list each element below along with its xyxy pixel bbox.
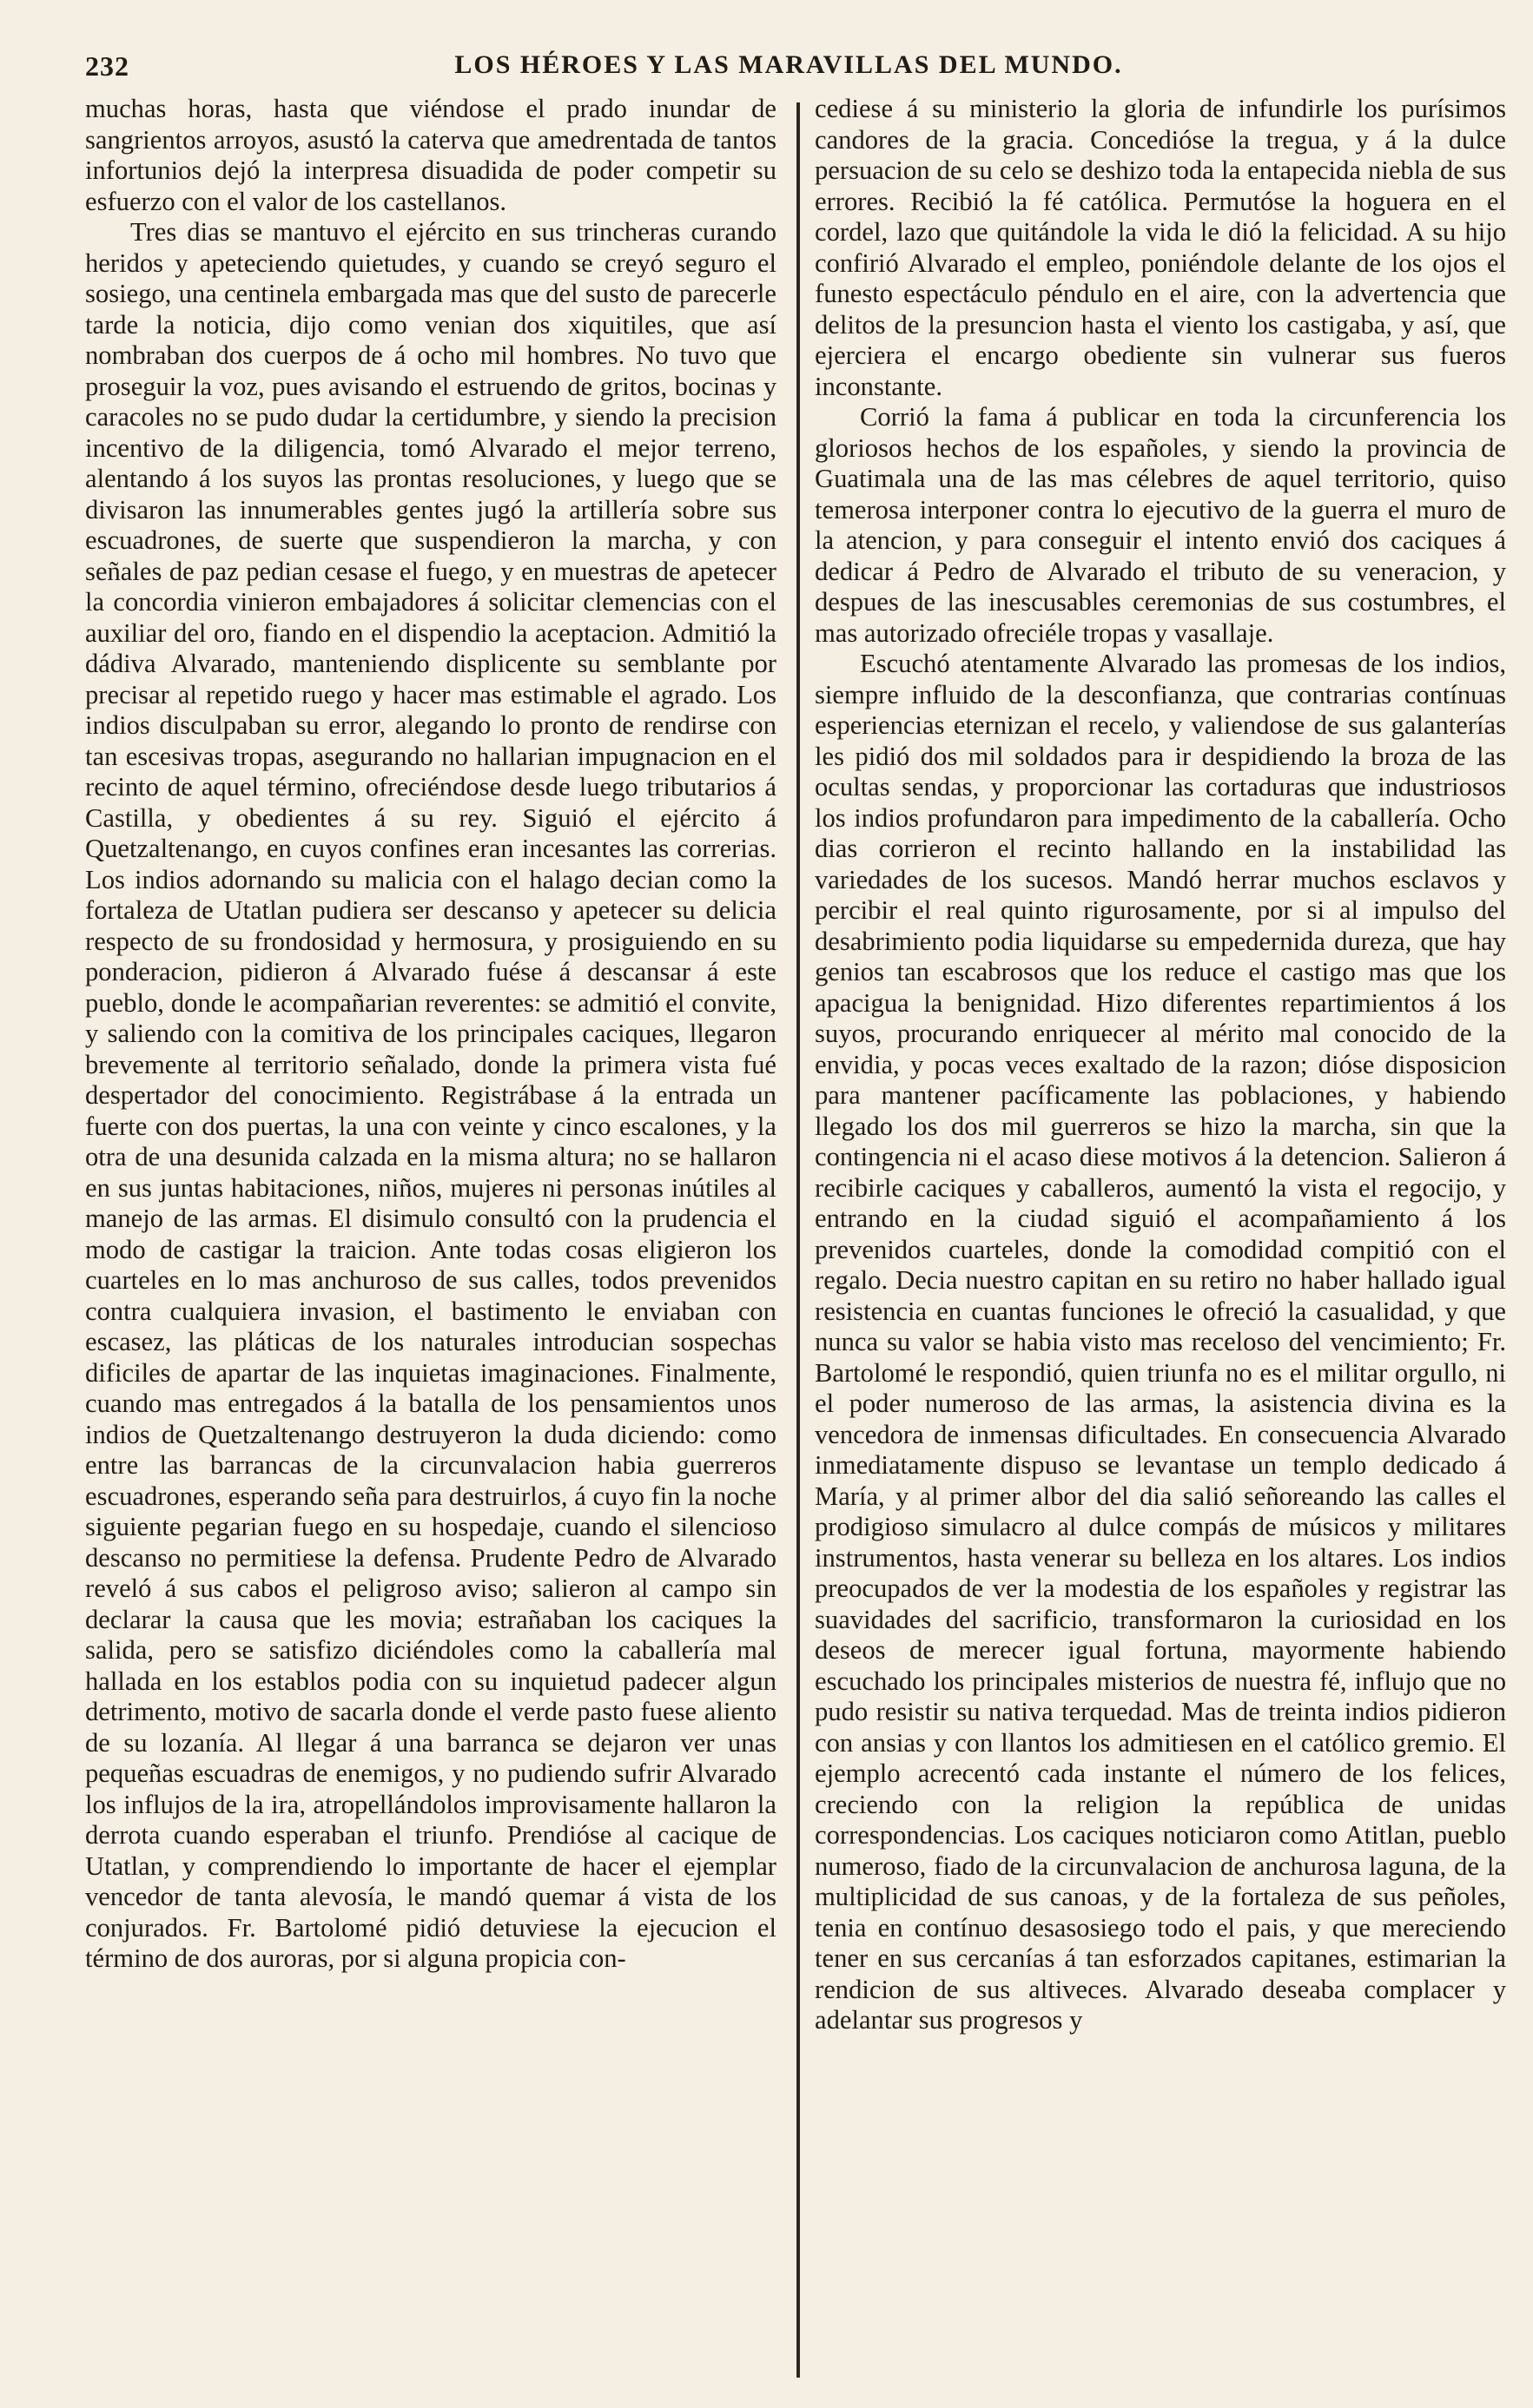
right-column [815,94,1506,2386]
paragraph: Corrió la fama á publicar en toda la circunferencia los gloriosos hechos de los españoles, y siendo la provincia de Guatimala una de las mas célebres de aquel territorio, quiso temerosa interponer contra lo ejecutivo de la guerra el muro de la atencion, y para conseguir el intento envió dos caciques á dedicar á Pedro de Alvarado el tributo de su veneracion, y despues de las inescusables ceremonias de sus costumbres, el mas autorizado ofreciéle tropas y vasallaje. [815,402,1506,648]
paragraph: muchas horas, hasta que viéndose el prado inundar de sangrientos arroyos, asustó la caterva que amedrentada de tantos infortunios dejó la interpresa disuadida de poder competir su esfuerzo con el valor de los castellanos. [85,94,776,216]
paragraph: Escuchó atentamente Alvarado las promesas de los indios, siempre influido de la desconfianza, que contrarias contínuas esperiencias eternizan el recelo, y valiendose de sus galanterías les pidió dos mil soldados para ir despidiendo la broza de las ocultas sendas, y proporcionar las cortaduras que industriosos los indios profundaron para impedimento de la caballería. Ocho dias corrieron el recinto hallando en la instabilidad las variedades de los sucesos. Mandó herrar muchos esclavos y percibir el real quinto rigurosamente, por si al impulso del desabrimiento podia liquidarse su empedernida dureza, que hay genios tan escabrosos que los reduce el castigo mas que los apacigua la benignidad. Hizo diferentes repartimientos á los suyos, procurando enriquecer al mérito mal conocido de la envidia, y pocas veces exaltado de la razon; dióse disposicion para mantener pacíficamente las poblaciones, y habiendo llegado los dos mil guerreros se hizo la marcha, sin que la contingencia ni el acaso diese motivos á la detencion. Salieron á recibirle caciques y caballeros, aumentó la vista el regocijo, y entrando en la ciudad siguió el acompañamiento á los prevenidos cuarteles, donde la comodidad compitió con el regalo. Decia nuestro capitan en su retiro no haber hallado igual resistencia en cuantas funciones le ofreció la casualidad, y que nunca su valor se habia visto mas receloso del vencimiento; Fr. Bartolomé le respondió, quien triunfa no es el militar orgullo, ni el poder numeroso de las armas, la asistencia divina es la vencedora de inmensas dificultades. En consecuencia Alvarado inmediatamente dispuso se levantase un templo dedicado á María, y al primer albor del dia salió señoreando las calles el prodigioso simulacro al dulce compás de músicos y militares instrumentos, hasta venerar su belleza en los altares. Los indios preocupados de ver la modestia de los españoles y registrar las suavidades del sacrificio, transformaron la curiosidad en los deseos de merecer igual fortuna, mayormente habiendo escuchado los principales misterios de nuestra fé, influjo que no pudo resistir su nativa terquedad. Mas de treinta indios pidieron con ansias y con llantos los admitiesen en el católico gremio. El ejemplo acrecentó cada instante el número de los felices, creciendo con la religion la república de unidas correspondencias. Los caciques noticiaron como Atitlan, pueblo numeroso, fiado de la circunvalacion de anchurosa laguna, de la multiplicidad de sus canoas, y de la fortaleza de sus peñoles, tenia en contínuo desasosiego todo el pais, y que mereciendo tener en sus cercanías á tan esforzados capitanes, estimarian la rendicion de sus altiveces. Alvarado deseaba complacer y adelantar sus progresos y [815,649,1506,2035]
running-title: LOS HÉROES Y LAS MARAVILLAS DEL MUNDO. [454,50,1123,79]
column-divider [796,102,800,2378]
paragraph: Tres dias se mantuvo el ejército en sus trincheras curando heridos y apeteciendo quietudes, y cuando se creyó seguro el sosiego, una centinela embargada mas que del susto de parecerle tarde la noticia, dijo como venian dos xiquitiles, que así nombraban dos cuerpos de á ocho mil hombres. No tuvo que proseguir la voz, pues avisando el estruendo de gritos, bocinas y caracoles no se pudo dudar la certidumbre, y siendo la precision incentivo de la diligencia, tomó Alvarado el mejor terreno, alentando á los suyos las prontas resoluciones, y luego que se divisaron las innumerables gentes jugó la artillería sobre sus escuadrones, de suerte que suspendieron la marcha, y con señales de paz pedian cesase el fuego, y en muestras de apetecer la concordia vinieron embajadores á solicitar clemencias con el auxiliar del oro, fiando en el dispendio la aceptacion. Admitió la dádiva Alvarado, manteniendo displicente su semblante por precisar al repetido ruego y hacer mas estimable el agrado. Los indios disculpaban su error, alegando lo pronto de rendirse con tan escesivas tropas, asegurando no hallarian impugnacion en el recinto de aquel término, ofreciéndose desde luego tributarios á Castilla, y obedientes á su rey. Siguió el ejército á Quetzaltenango, en cuyos confines eran incesantes las correrias. Los indios adornando su malicia con el halago decian como la fortaleza de Utatlan pudiera ser descanso y apetecer su delicia respecto de su frondosidad y hermosura, y prosiguiendo en su ponderacion, pidieron á Alvarado fuése á descansar á este pueblo, donde le acompañarian reverentes: se admitió el convite, y saliendo con la comitiva de los principales caciques, llegaron brevemente al territorio señalado, donde la primera vista fué despertador del conocimiento. Registrábase á la entrada un fuerte con dos puertas, la una con veinte y cinco escalones, y la otra de una desunida calzada en la misma altura; no se hallaron en sus juntas habitaciones, niños, mujeres ni personas inútiles al manejo de las armas. El disimulo consultó con la prudencia el modo de castigar la traicion. Ante todas cosas eligieron los cuarteles en lo mas anchuroso de sus calles, todos prevenidos contra cualquiera invasion, el bastimento le enviaban con escasez, las pláticas de los naturales introducian sospechas dificiles de apartar de las inquietas imaginaciones. Finalmente, cuando mas entregados á la batalla de los pensamientos unos indios de Quetzaltenango destruyeron la duda diciendo: como entre las barrancas de la circunvalacion habia guerreros escuadrones, esperando seña para destruirlos, á cuyo fin la noche siguiente pegarian fuego en su hospedaje, cuando el silencioso descanso no permitiese la defensa. Prudente Pedro de Alvarado reveló á sus cabos el peligroso aviso; salieron al campo sin declarar la causa que les movia; estrañaban los caciques la salida, pero se satisfizo diciéndoles como la caballería mal hallada en los establos podia con su inquietud padecer algun detrimento, motivo de sacarla donde el verde pasto fuese aliento de su lozanía. Al llegar á una barranca se dejaron ver unas pequeñas escuadras de enemigos, y no pudiendo sufrir Alvarado los influjos de la ira, atropellándolos improvisamente hallaron la derrota cuando esperaban el triunfo. Prendióse al cacique de Utatlan, y comprendiendo lo importante de hacer el ejemplar vencedor de tanta alevosía, le mandó quemar á vista de los conjurados. Fr. Bartolomé pidió detuviese la ejecucion el término de dos auroras, por si alguna propicia con- [85,217,776,1973]
left-column [85,94,776,2386]
paragraph: cediese á su ministerio la gloria de infundirle los purísimos candores de la gracia. Concedióse la tregua, y á la dulce persuacion de su celo se deshizo toda la entapecida niebla de sus errores. Recibió la fé católica. Permutóse la hoguera en el cordel, lazo que quitándole la vida le dió la felicidad. A su hijo confirió Alvarado el empleo, poniéndole delante de los ojos el funesto espectáculo péndulo en el aire, con la advertencia que delitos de la presuncion hasta el viento los castigaba, y así, que ejerciera el encargo obediente sin vulnerar sus fueros inconstante. [815,94,1506,401]
page-number: 232 [85,50,129,82]
page-header [85,45,1492,87]
